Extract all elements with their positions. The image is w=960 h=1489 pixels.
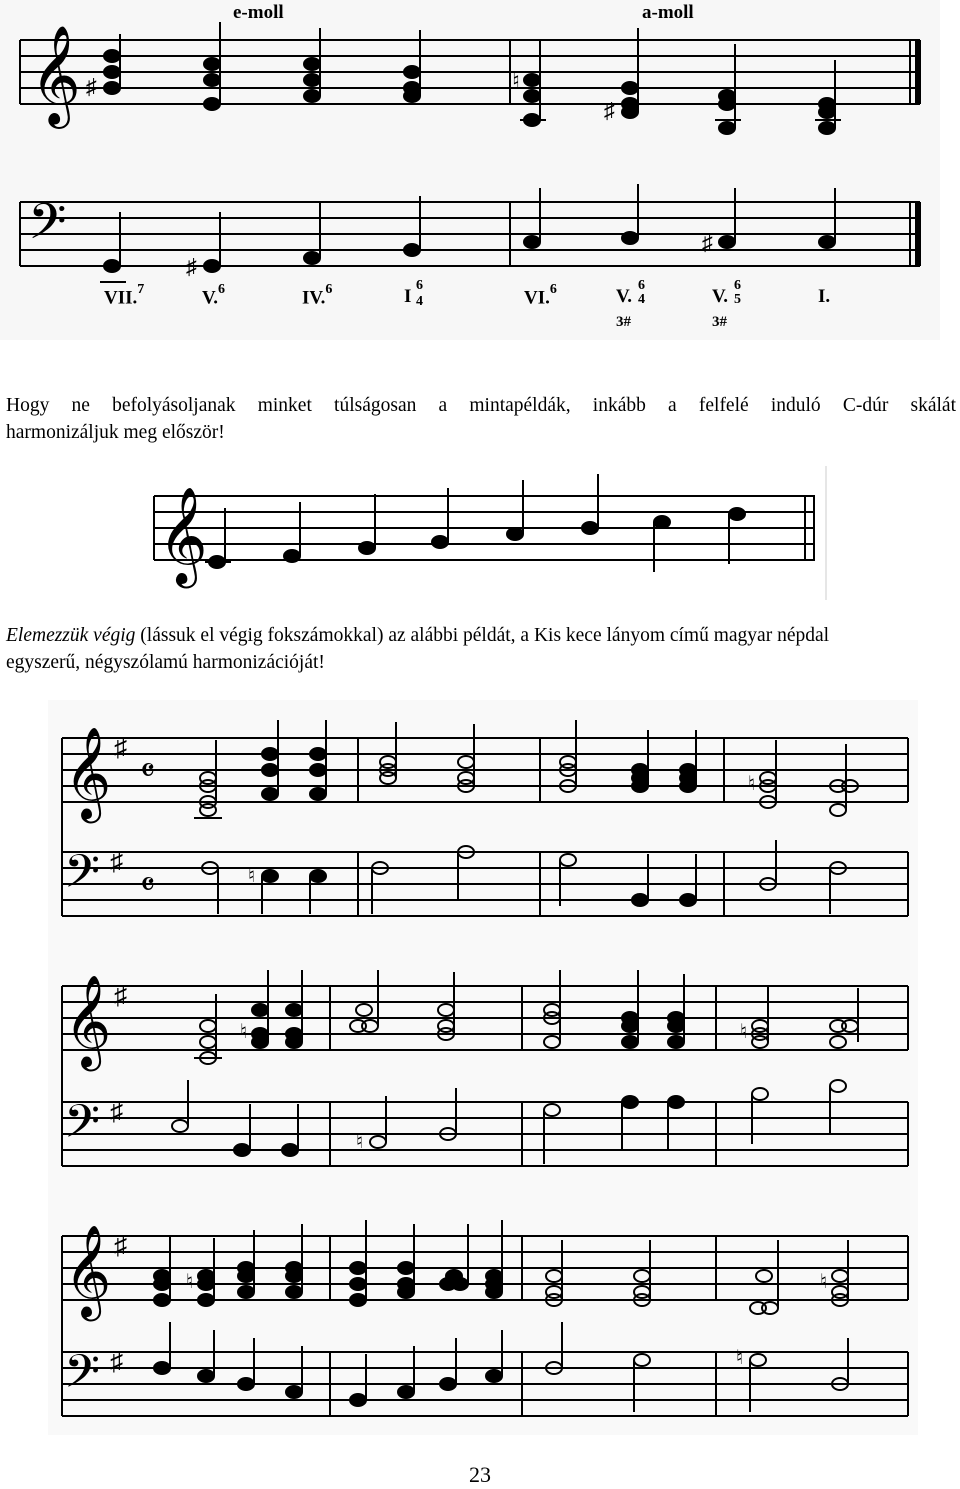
key-label-a-moll: a-moll [642,2,694,23]
svg-text:♯: ♯ [86,74,97,99]
treble-clef-icon: 𝄞 [64,1228,112,1316]
svg-text:♮: ♮ [248,865,256,887]
bass-clef-icon: 𝄢 [64,847,101,909]
figure2-scale-score [140,466,830,600]
bass-clef-icon: 𝄢 [64,1097,101,1159]
svg-text:♮: ♮ [356,1131,364,1153]
degree-label: VI.$^6$ [524,282,557,309]
svg-text:♯: ♯ [186,254,197,279]
bass-clef-icon: 𝄢 [64,1347,101,1409]
key-signature-sharp-icon: ♯ [114,981,127,1010]
treble-clef-icon: 𝄞 [64,978,112,1066]
key-signature-sharp-icon: ♯ [114,1231,127,1260]
paragraph-1 [6,392,956,446]
treble-clef-icon: 𝄞 [158,490,208,583]
final-barline-bass [915,202,921,266]
bass-clef-icon: 𝄢 [28,195,67,261]
svg-text:♮: ♮ [820,1271,828,1293]
key-signature-sharp-icon: ♯ [110,1097,123,1126]
common-time-icon: 𝄴 [140,753,156,790]
paragraph-2-italic-lead: Elemezzük végig [6,625,136,646]
key-signature-sharp-icon: ♯ [114,733,127,762]
svg-text:♯: ♯ [604,98,615,123]
key-signature-sharp-icon: ♯ [110,847,123,876]
degree-label: V. 6 4 3# [616,278,645,330]
page-number: 23 [469,1462,491,1487]
paragraph-2-line-1: Elemezzük végig (lássuk el végig fokszámokkal) az alábbi példát, a Kis kece lányom című magyar népdal [6,625,830,646]
figure1-treble-staff [20,40,920,104]
svg-text:♮: ♮ [240,1021,248,1043]
degree-label: I. [818,286,831,307]
svg-text:♮: ♮ [736,1347,744,1369]
svg-text:♮: ♮ [512,68,520,93]
svg-text:♮: ♮ [186,1271,194,1293]
final-barline [915,40,921,104]
paragraph-1-line-2: harmonizáljuk meg először! [6,422,225,443]
figure1-barlines [20,40,910,266]
treble-clef-icon: 𝄞 [30,27,81,123]
paragraph-1-line-1: Hogy ne befolyásoljanak minket túlságosan a mintapéldák, inkább a felfelé induló C-dúr skálát [6,395,956,416]
treble-clef-icon: 𝄞 [64,730,112,818]
paragraph-2 [6,622,956,676]
common-time-icon: 𝄴 [140,867,156,904]
svg-text:♮: ♮ [740,1021,748,1043]
paragraph-2-line-2: egyszerű, négyszólamú harmonizációját! [6,652,325,673]
degree-label: V.$^6$ [202,282,226,309]
key-signature-sharp-icon: ♯ [110,1347,123,1376]
figure1-treble-chords [86,22,841,134]
degree-label: V. 6 5 3# [712,278,741,330]
degree-label: IV.$^6$ [302,282,333,309]
svg-text:♯: ♯ [702,230,713,255]
key-label-e-moll: e-moll [233,2,284,23]
figure1-bass-staff [20,202,920,266]
degree-label: I 6 4 [404,278,423,309]
degree-label: VII.$^7$ [104,282,145,309]
figure3-score [48,700,918,1435]
svg-text:♮: ♮ [748,773,756,795]
